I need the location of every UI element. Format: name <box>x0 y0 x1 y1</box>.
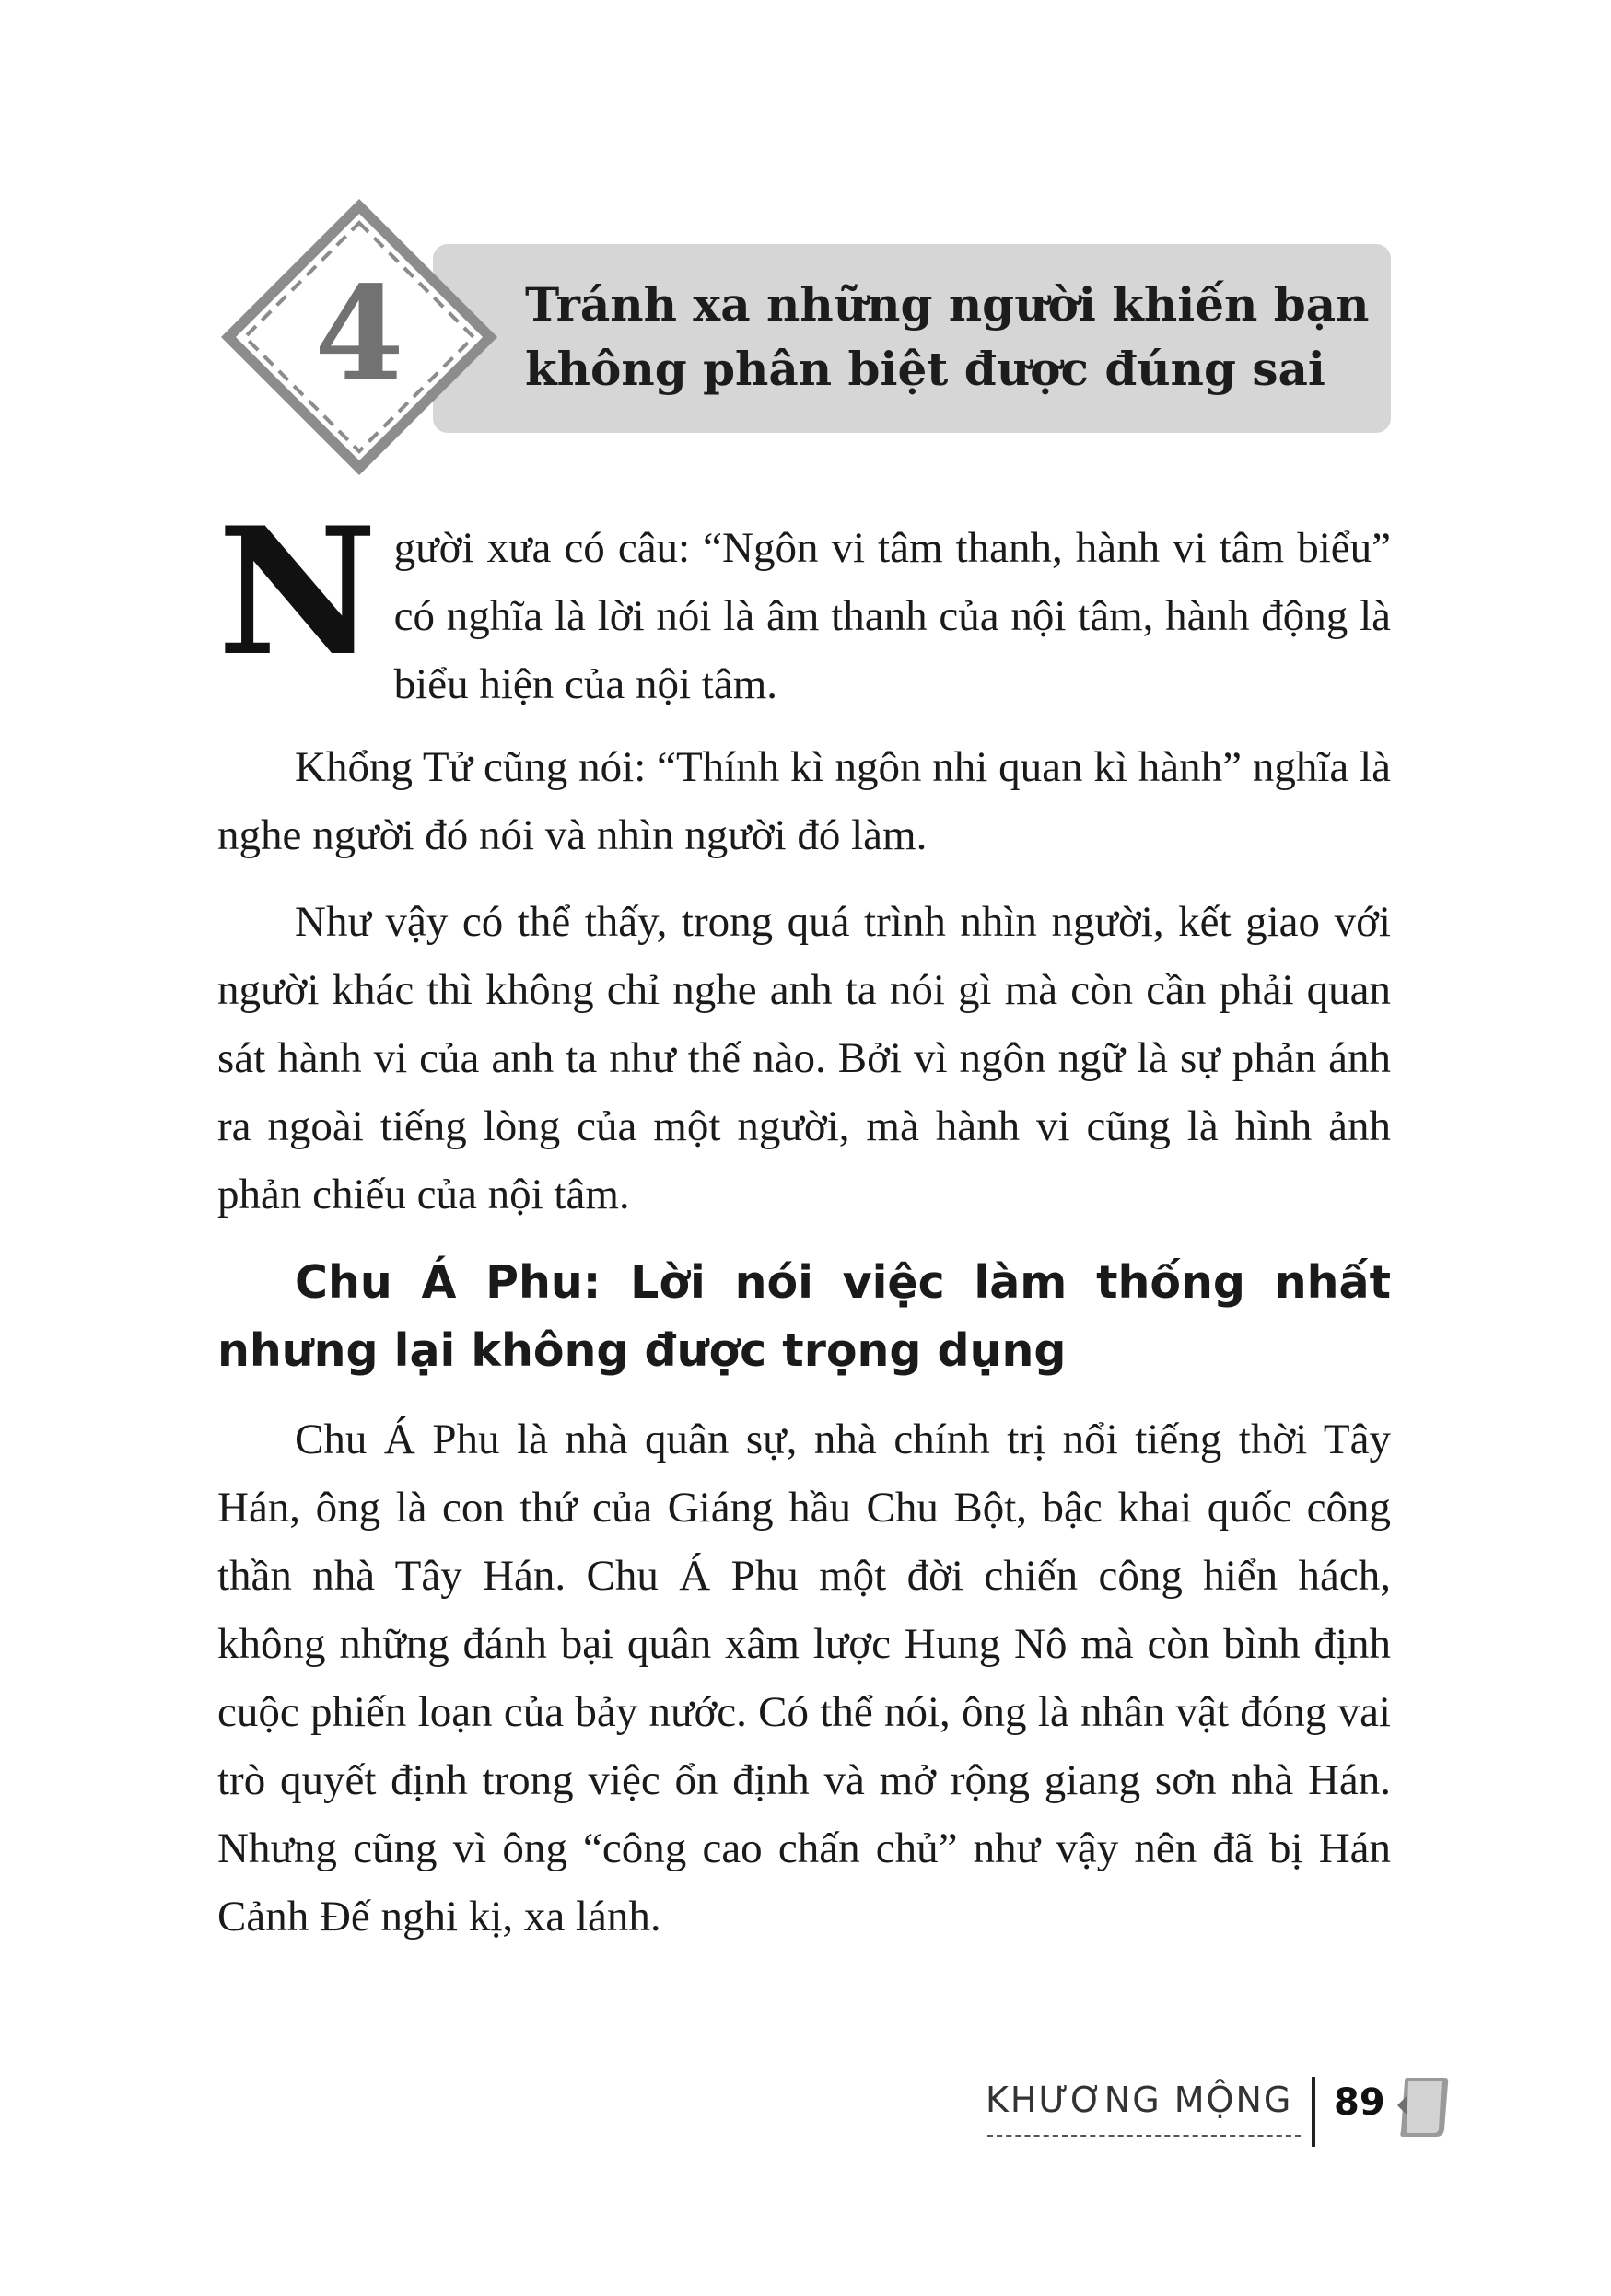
intro-paragraph-2-block <box>217 733 1391 869</box>
section-paragraph-block <box>217 1405 1391 1951</box>
section-heading-block <box>217 1249 1391 1385</box>
chapter-number: 4 <box>314 259 404 410</box>
chapter-title: Tránh xa những người khiến bạn không phân biệt được đúng sai <box>525 277 1370 396</box>
intro-paragraph-2: Khổng Tử cũng nói: “Thính kì ngôn nhi quan kì hành” nghĩa là nghe người đó nói và nhìn người đó làm. <box>217 743 1391 859</box>
intro-paragraph-1 <box>217 489 1391 718</box>
intro-paragraph-1-text: gười xưa có câu: “Ngôn vi tâm thanh, hành vi tâm biểu” có nghĩa là lời nói là âm thanh của nội tâm, hành động là biểu hiện của nội tâm. <box>393 524 1391 708</box>
page-corner-icon <box>1394 2074 1451 2140</box>
footer-author: KHƯƠNG MỘNG <box>986 2080 1293 2120</box>
section-paragraph-1: Chu Á Phu là nhà quân sự, nhà chính trị nổi tiếng thời Tây Hán, ông là con thứ của Giáng hầu Chu Bột, bậc khai quốc công thần nhà Tây Hán. Chu Á Phu một đời chiến công hiển hách, không những đánh bại quân xâm lược Hung Nô mà còn bình định cuộc phiến loạn của bảy nước. Có thể nói, ông là nhân vật đóng vai trò quyết định trong việc ổn định và mở rộng giang sơn nhà Hán. Nhưng cũng vì ông “công cao chấn chủ” như vậy nên đã bị Hán Cảnh Đế nghi kị, xa lánh. <box>217 1416 1391 1941</box>
drop-cap: N <box>217 489 378 694</box>
intro-paragraph-3-block <box>217 888 1391 1229</box>
intro-paragraph-3: Như vậy có thể thấy, trong quá trình nhìn người, kết giao với người khác thì không chỉ nghe anh ta nói gì mà còn cần phải quan sát hành vi của anh ta như thế nào. Bởi vì ngôn ngữ là sự phản ánh ra ngoài tiếng lòng của một người, mà hành vi cũng là hình ảnh phản chiếu của nội tâm. <box>217 898 1391 1218</box>
footer-divider <box>1312 2077 1315 2147</box>
section-heading: Chu Á Phu: Lời nói việc làm thống nhất nhưng lại không được trọng dụng <box>217 1256 1391 1377</box>
page-number: 89 <box>1334 2081 1385 2124</box>
footer-dashed-rule <box>987 2135 1301 2137</box>
